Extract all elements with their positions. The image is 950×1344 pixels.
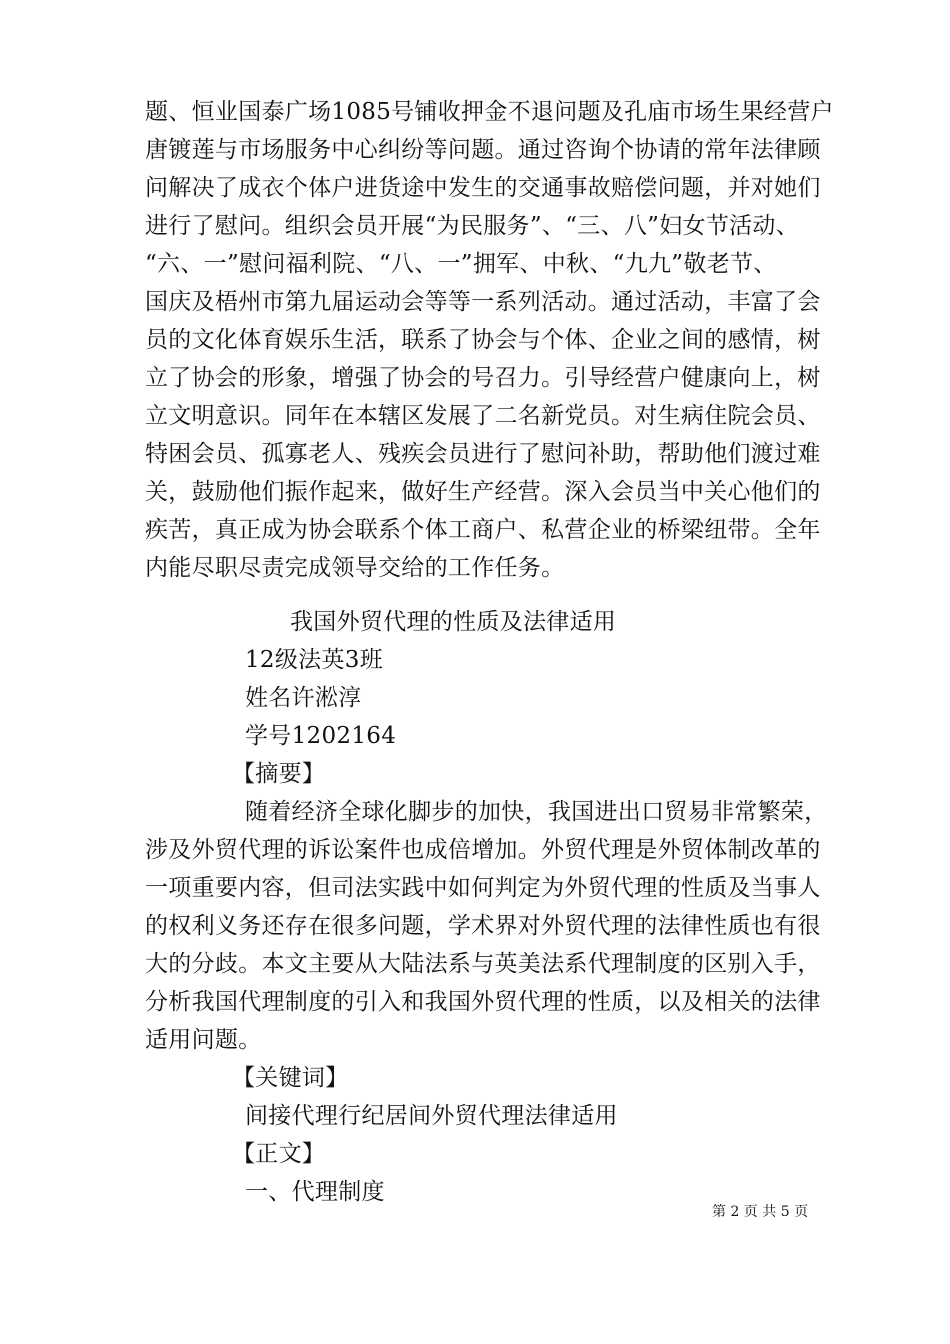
author-class: 12级法英3班 [245, 647, 383, 673]
body-paragraph-line: 题、恒业国泰广场1085号铺收押金不退问题及孔庙市场生果经营户 [145, 99, 834, 125]
article-title: 我国外贸代理的性质及法律适用 [290, 609, 617, 635]
keywords-heading: 【关键词】 [232, 1065, 349, 1091]
page-number: 第 2 页 共 5 页 [712, 1204, 809, 1220]
abstract-line: 的权利义务还存在很多问题，学术界对外贸代理的法律性质也有很 [145, 913, 821, 939]
abstract-line: 涉及外贸代理的诉讼案件也成倍增加。外贸代理是外贸体制改革的 [145, 837, 821, 863]
abstract-line: 一项重要内容，但司法实践中如何判定为外贸代理的性质及当事人 [145, 875, 821, 901]
body-paragraph-line: 唐镀莲与市场服务中心纠纷等问题。通过咨询个协请的常年法律顾 [145, 137, 821, 163]
body-paragraph-line: 关，鼓励他们振作起来，做好生产经营。深入会员当中关心他们的 [145, 479, 821, 505]
body-paragraph-line: 问解决了成衣个体户进货途中发生的交通事故赔偿问题，并对她们 [145, 175, 821, 201]
author-name: 姓名许淞淳 [245, 685, 362, 711]
student-id: 学号1202164 [245, 723, 397, 749]
body-paragraph-line: 疾苦，真正成为协会联系个体工商户、私营企业的桥梁纽带。全年 [145, 517, 821, 543]
body-paragraph-line: 特困会员、孤寡老人、残疾会员进行了慰问补助，帮助他们渡过难 [145, 441, 821, 467]
body-paragraph-line: 内能尽职尽责完成领导交给的工作任务。 [145, 555, 565, 581]
body-paragraph-line: 立了协会的形象，增强了协会的号召力。引导经营户健康向上，树 [145, 365, 821, 391]
body-paragraph-line: 国庆及梧州市第九届运动会等等一系列活动。通过活动，丰富了会 [145, 289, 821, 315]
keywords-text: 间接代理行纪居间外贸代理法律适用 [245, 1103, 618, 1129]
body-heading: 【正文】 [232, 1141, 326, 1167]
body-paragraph-line: “六、一”慰问福利院、“八、一”拥军、中秋、“九九”敬老节、 [145, 251, 777, 277]
abstract-heading: 【摘要】 [232, 761, 326, 787]
body-paragraph-line: 员的文化体育娱乐生活，联系了协会与个体、企业之间的感情，树 [145, 327, 821, 353]
abstract-line: 适用问题。 [145, 1027, 262, 1053]
section-heading: 一、代理制度 [245, 1179, 385, 1205]
abstract-line: 随着经济全球化脚步的加快，我国进出口贸易非常繁荣， [245, 799, 828, 825]
body-paragraph-line: 进行了慰问。组织会员开展“为民服务”、“三、八”妇女节活动、 [145, 213, 800, 239]
abstract-line: 分析我国代理制度的引入和我国外贸代理的性质，以及相关的法律 [145, 989, 821, 1015]
abstract-line: 大的分歧。本文主要从大陆法系与英美法系代理制度的区别入手， [145, 951, 821, 977]
body-paragraph-line: 立文明意识。同年在本辖区发展了二名新党员。对生病住院会员、 [145, 403, 821, 429]
